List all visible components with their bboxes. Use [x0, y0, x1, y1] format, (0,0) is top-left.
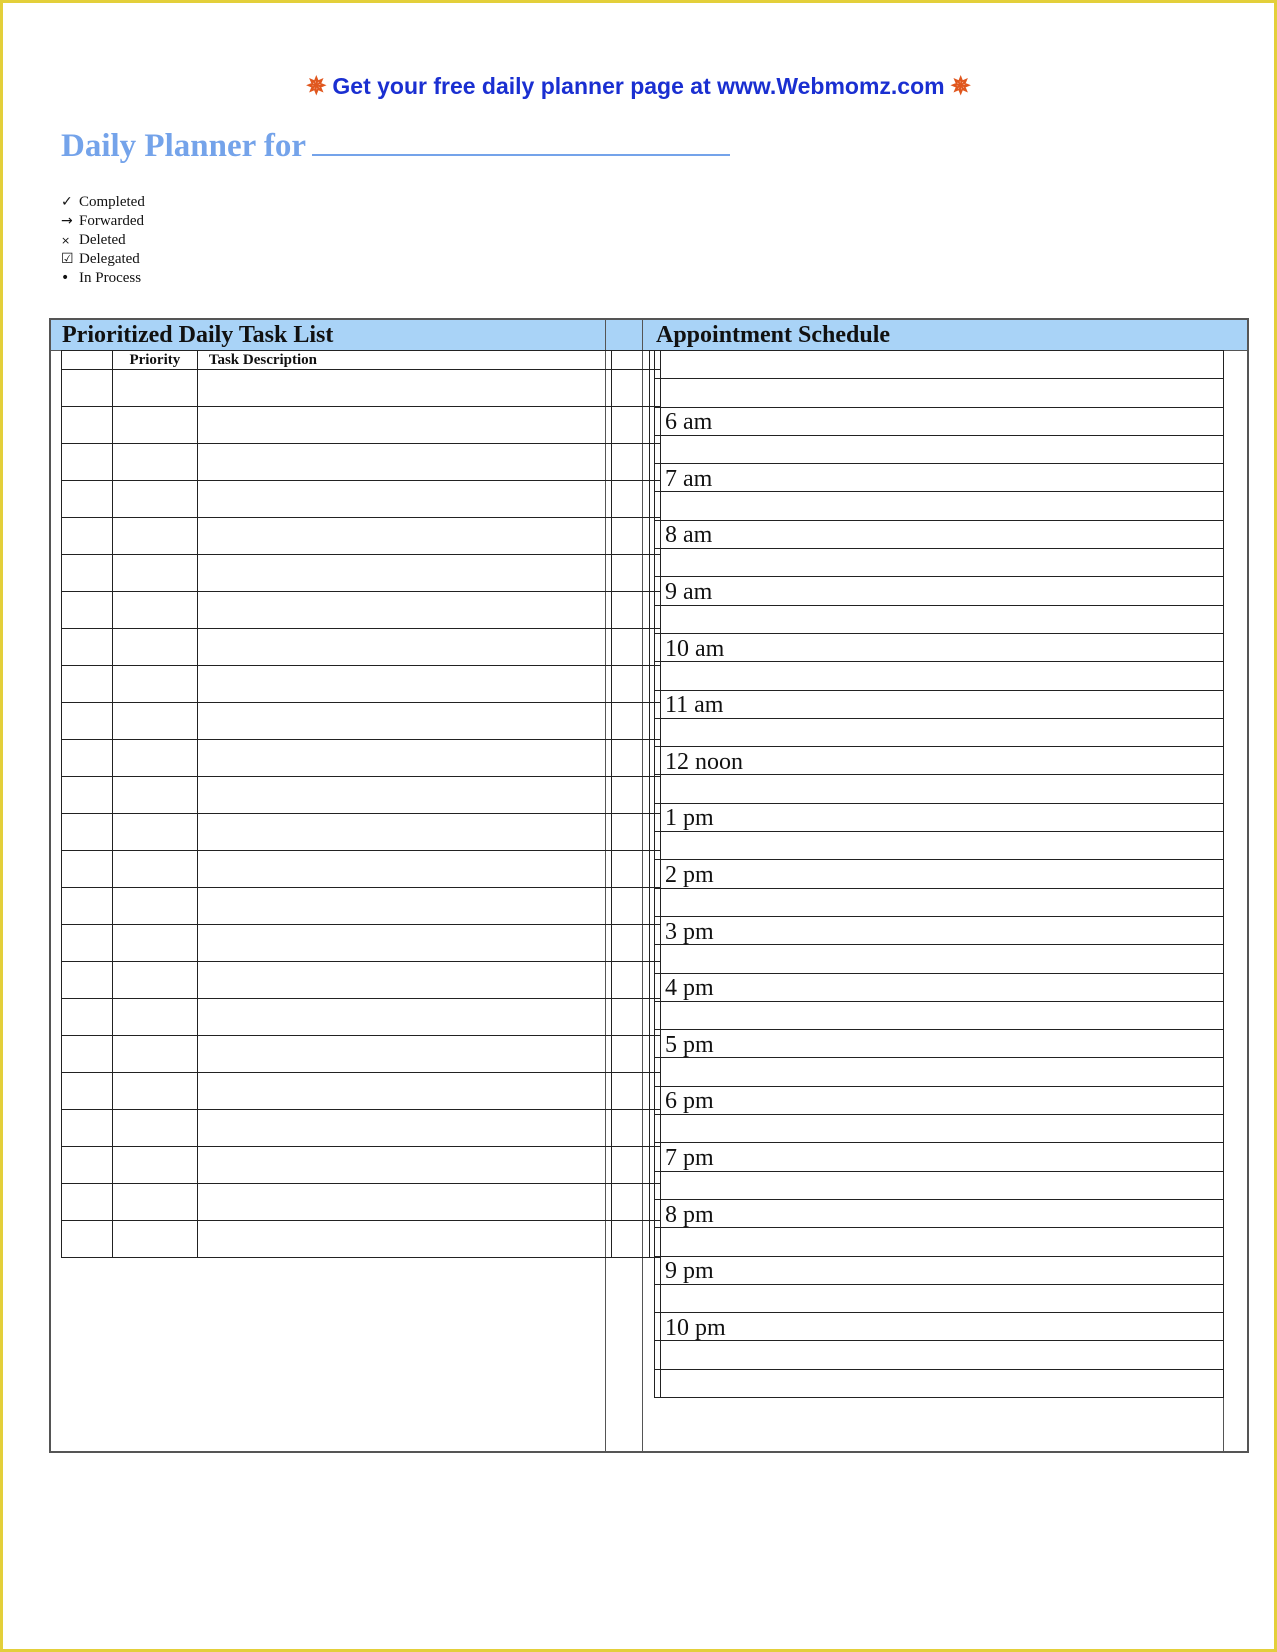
task-description-cell[interactable]	[197, 407, 611, 444]
time-slot-cell[interactable]	[661, 633, 1224, 661]
task-extra-cell[interactable]	[612, 777, 650, 814]
half-hour-row	[655, 379, 1224, 407]
task-description-cell[interactable]	[197, 1073, 611, 1110]
task-description-cell[interactable]	[197, 814, 611, 851]
time-slot-cell[interactable]	[661, 520, 1224, 548]
task-row	[62, 555, 661, 592]
promo-text: Get your free daily planner page at www.Webmomz.com	[332, 73, 945, 99]
time-label: 9 am	[665, 579, 713, 606]
half-hour-row	[655, 888, 1224, 916]
time-slot-row	[655, 633, 1224, 661]
task-extra-cell[interactable]	[612, 1073, 650, 1110]
priority-cell[interactable]	[112, 629, 197, 666]
task-row	[62, 444, 661, 481]
time-slot-cell[interactable]	[661, 577, 1224, 605]
task-extra-cell[interactable]	[612, 1221, 650, 1258]
task-row	[62, 1184, 661, 1221]
half-hour-row	[655, 832, 1224, 860]
priority-cell[interactable]	[112, 666, 197, 703]
time-label: 1 pm	[665, 805, 714, 832]
task-extra-cell[interactable]	[612, 481, 650, 518]
half-hour-row	[655, 1171, 1224, 1199]
priority-cell[interactable]	[112, 518, 197, 555]
legend-item	[61, 212, 145, 231]
task-row	[62, 777, 661, 814]
task-description-cell[interactable]	[197, 1184, 611, 1221]
status-header-cell	[62, 351, 113, 370]
time-slot-cell[interactable]	[661, 1256, 1224, 1284]
task-row	[62, 703, 661, 740]
time-label: 10 pm	[665, 1314, 726, 1341]
task-extra-cell[interactable]	[612, 925, 650, 962]
time-slot-row	[655, 1313, 1224, 1341]
time-slot-cell[interactable]	[661, 435, 1224, 463]
priority-cell[interactable]	[112, 1221, 197, 1258]
task-grid	[61, 350, 661, 1258]
task-row	[62, 851, 661, 888]
priority-cell[interactable]	[112, 888, 197, 925]
task-description-cell[interactable]	[197, 888, 611, 925]
status-cell[interactable]	[62, 1221, 113, 1258]
task-row	[62, 629, 661, 666]
priority-cell[interactable]	[112, 444, 197, 481]
priority-cell[interactable]	[112, 703, 197, 740]
status-cell[interactable]	[62, 555, 113, 592]
task-description-cell[interactable]	[197, 851, 611, 888]
time-slot-cell[interactable]	[661, 718, 1224, 746]
time-slot-cell[interactable]	[661, 464, 1224, 492]
task-extra-cell[interactable]	[612, 518, 650, 555]
task-row	[62, 518, 661, 555]
time-label: 8 am	[665, 522, 713, 549]
task-extra-cell[interactable]	[612, 888, 650, 925]
half-hour-row	[655, 718, 1224, 746]
time-slot-cell[interactable]	[661, 1030, 1224, 1058]
priority-cell[interactable]	[112, 481, 197, 518]
half-hour-row	[655, 1369, 1224, 1397]
task-extra-cell[interactable]	[612, 851, 650, 888]
time-label: 10 am	[665, 635, 725, 662]
half-hour-row	[655, 945, 1224, 973]
time-slot-cell[interactable]	[661, 916, 1224, 944]
time-slot-cell[interactable]	[661, 379, 1224, 407]
status-cell[interactable]	[62, 370, 113, 407]
arrow-right-icon: →	[61, 213, 73, 229]
priority-cell[interactable]	[112, 851, 197, 888]
time-slot-row	[655, 690, 1224, 718]
priority-header: Priority	[112, 351, 197, 370]
time-slot-cell[interactable]	[661, 662, 1224, 690]
legend-item	[61, 269, 145, 288]
time-slot-cell[interactable]	[661, 1341, 1224, 1369]
task-row	[62, 481, 661, 518]
task-description-cell[interactable]	[197, 592, 611, 629]
status-cell[interactable]	[62, 629, 113, 666]
time-label: 2 pm	[665, 861, 714, 888]
time-label: 7 pm	[665, 1144, 714, 1171]
status-cell[interactable]	[62, 703, 113, 740]
time-slot-cell[interactable]	[661, 1199, 1224, 1227]
task-header-row	[62, 351, 661, 370]
time-label: 11 am	[665, 692, 724, 719]
time-slot-row	[655, 803, 1224, 831]
status-cell[interactable]	[62, 666, 113, 703]
time-slot-cell[interactable]	[661, 945, 1224, 973]
priority-cell[interactable]	[112, 407, 197, 444]
priority-cell[interactable]	[112, 1147, 197, 1184]
task-description-cell[interactable]	[197, 481, 611, 518]
status-cell[interactable]	[62, 814, 113, 851]
priority-cell[interactable]	[112, 1036, 197, 1073]
status-cell[interactable]	[62, 777, 113, 814]
half-hour-row	[655, 662, 1224, 690]
half-hour-row	[655, 435, 1224, 463]
time-slot-cell[interactable]	[661, 860, 1224, 888]
time-slot-cell[interactable]	[661, 690, 1224, 718]
status-cell[interactable]	[62, 444, 113, 481]
priority-cell[interactable]	[112, 370, 197, 407]
sun-star-icon: ✵	[950, 73, 971, 100]
time-slot-cell[interactable]	[661, 1228, 1224, 1256]
status-cell[interactable]	[62, 888, 113, 925]
time-slot-cell[interactable]	[661, 492, 1224, 520]
checked-box-icon: ☑	[61, 251, 74, 267]
time-label: 4 pm	[665, 975, 714, 1002]
task-description-cell[interactable]	[197, 1147, 611, 1184]
task-extra-cell[interactable]	[612, 555, 650, 592]
task-description-cell[interactable]	[197, 703, 611, 740]
x-icon: ×	[61, 234, 71, 247]
time-slot-row	[655, 1143, 1224, 1171]
task-extra-cell[interactable]	[612, 703, 650, 740]
time-slot-row	[655, 1199, 1224, 1227]
half-hour-row	[655, 1341, 1224, 1369]
time-slot-row	[655, 1086, 1224, 1114]
half-hour-row	[655, 492, 1224, 520]
time-slot-cell[interactable]	[661, 888, 1224, 916]
time-slot-cell[interactable]	[661, 1115, 1224, 1143]
half-hour-row	[655, 1284, 1224, 1312]
time-slot-cell[interactable]	[661, 1171, 1224, 1199]
priority-cell[interactable]	[112, 814, 197, 851]
task-row	[62, 1073, 661, 1110]
time-label: 8 pm	[665, 1201, 714, 1228]
description-header: Task Description	[197, 351, 611, 370]
legend-item	[61, 193, 145, 212]
task-row	[62, 1147, 661, 1184]
task-description-cell[interactable]	[197, 999, 611, 1036]
appointment-heading: Appointment Schedule	[656, 322, 891, 348]
half-hour-row	[655, 351, 1224, 379]
sun-star-icon: ✵	[306, 73, 327, 100]
time-slot-cell[interactable]	[661, 1001, 1224, 1029]
task-extra-cell[interactable]	[612, 629, 650, 666]
half-hour-row	[655, 1058, 1224, 1086]
time-slot-row	[655, 916, 1224, 944]
time-label: 6 am	[665, 409, 713, 436]
priority-cell[interactable]	[112, 999, 197, 1036]
time-slot-cell[interactable]	[661, 1143, 1224, 1171]
time-slot-cell[interactable]	[661, 549, 1224, 577]
task-extra-cell[interactable]	[612, 1184, 650, 1221]
time-label: 9 pm	[665, 1258, 714, 1285]
half-hour-row	[655, 1228, 1224, 1256]
status-cell[interactable]	[62, 407, 113, 444]
task-description-cell[interactable]	[197, 740, 611, 777]
status-cell[interactable]	[62, 1110, 113, 1147]
status-cell[interactable]	[62, 999, 113, 1036]
task-extra-cell[interactable]	[612, 370, 650, 407]
check-icon: ✓	[61, 194, 73, 210]
legend	[61, 193, 145, 288]
status-cell[interactable]	[62, 592, 113, 629]
task-description-cell[interactable]	[197, 925, 611, 962]
time-slot-row	[655, 464, 1224, 492]
task-extra-cell[interactable]	[612, 592, 650, 629]
status-cell[interactable]	[62, 1184, 113, 1221]
task-description-cell[interactable]	[197, 629, 611, 666]
extra-header-cell	[612, 351, 650, 370]
task-row	[62, 1110, 661, 1147]
time-slot-row	[655, 1030, 1224, 1058]
time-slot-cell[interactable]	[661, 351, 1224, 379]
task-description-cell[interactable]	[197, 518, 611, 555]
task-extra-cell[interactable]	[612, 999, 650, 1036]
half-hour-row	[655, 605, 1224, 633]
time-slot-row	[655, 747, 1224, 775]
task-extra-cell[interactable]	[612, 444, 650, 481]
task-extra-cell[interactable]	[612, 1147, 650, 1184]
time-slot-row	[655, 577, 1224, 605]
time-label: 6 pm	[665, 1088, 714, 1115]
status-cell[interactable]	[62, 925, 113, 962]
time-slot-cell[interactable]	[661, 832, 1224, 860]
task-extra-cell[interactable]	[612, 1036, 650, 1073]
half-hour-row	[655, 1001, 1224, 1029]
priority-cell[interactable]	[112, 925, 197, 962]
appointment-grid	[654, 350, 1224, 1398]
time-slot-cell[interactable]	[661, 1058, 1224, 1086]
priority-cell[interactable]	[112, 1073, 197, 1110]
status-cell[interactable]	[62, 962, 113, 999]
task-extra-cell[interactable]	[612, 666, 650, 703]
priority-cell[interactable]	[112, 777, 197, 814]
task-extra-cell[interactable]	[612, 962, 650, 999]
legend-label: Forwarded	[79, 213, 144, 229]
half-hour-row	[655, 775, 1224, 803]
task-row	[62, 370, 661, 407]
status-cell[interactable]	[62, 1036, 113, 1073]
legend-label: In Process	[79, 270, 142, 286]
time-label: 7 am	[665, 465, 713, 492]
time-slot-cell[interactable]	[661, 1369, 1224, 1397]
legend-label: Completed	[79, 194, 145, 210]
task-row	[62, 888, 661, 925]
task-description-cell[interactable]	[197, 666, 611, 703]
time-slot-cell[interactable]	[661, 973, 1224, 1001]
priority-cell[interactable]	[112, 962, 197, 999]
time-label: 12 noon	[665, 748, 743, 775]
task-list-heading: Prioritized Daily Task List	[62, 322, 334, 348]
legend-label: Deleted	[79, 232, 126, 248]
date-blank-line[interactable]	[312, 126, 730, 156]
task-extra-cell[interactable]	[612, 814, 650, 851]
page-title	[61, 126, 730, 165]
time-label: 3 pm	[665, 918, 714, 945]
time-slot-row	[655, 973, 1224, 1001]
time-slot-row	[655, 407, 1224, 435]
task-description-cell[interactable]	[197, 777, 611, 814]
time-slot-cell[interactable]	[661, 605, 1224, 633]
status-cell[interactable]	[62, 518, 113, 555]
task-description-cell[interactable]	[197, 444, 611, 481]
bullet-icon: •	[61, 270, 70, 286]
time-slot-row	[655, 860, 1224, 888]
status-cell[interactable]	[62, 851, 113, 888]
task-extra-cell[interactable]	[612, 740, 650, 777]
task-description-cell[interactable]	[197, 555, 611, 592]
time-slot-cell[interactable]	[661, 1284, 1224, 1312]
header-band	[51, 320, 1247, 351]
task-extra-cell[interactable]	[612, 1110, 650, 1147]
task-extra-cell[interactable]	[612, 407, 650, 444]
legend-item	[61, 231, 145, 250]
status-cell[interactable]	[62, 1073, 113, 1110]
task-row	[62, 962, 661, 999]
title-text: Daily Planner for	[61, 128, 307, 164]
time-slot-cell[interactable]	[661, 1086, 1224, 1114]
status-cell[interactable]	[62, 740, 113, 777]
time-label: 5 pm	[665, 1031, 714, 1058]
time-slot-cell[interactable]	[661, 407, 1224, 435]
task-description-cell[interactable]	[197, 1221, 611, 1258]
task-row	[62, 925, 661, 962]
task-row	[62, 740, 661, 777]
priority-cell[interactable]	[112, 555, 197, 592]
task-row	[62, 814, 661, 851]
task-description-cell[interactable]	[197, 1036, 611, 1073]
task-description-cell[interactable]	[197, 1110, 611, 1147]
priority-cell[interactable]	[112, 592, 197, 629]
time-slot-row	[655, 520, 1224, 548]
promo-banner[interactable]	[0, 72, 1277, 101]
task-description-cell[interactable]	[197, 370, 611, 407]
priority-cell[interactable]	[112, 1110, 197, 1147]
status-cell[interactable]	[62, 1147, 113, 1184]
time-slot-cell[interactable]	[661, 775, 1224, 803]
time-slot-cell[interactable]	[661, 803, 1224, 831]
task-row	[62, 999, 661, 1036]
legend-item	[61, 250, 145, 269]
task-row	[62, 666, 661, 703]
half-hour-row	[655, 549, 1224, 577]
priority-cell[interactable]	[112, 740, 197, 777]
priority-cell[interactable]	[112, 1184, 197, 1221]
task-row	[62, 1221, 661, 1258]
task-row	[62, 592, 661, 629]
task-row	[62, 1036, 661, 1073]
time-slot-row	[655, 1256, 1224, 1284]
half-hour-row	[655, 1115, 1224, 1143]
status-cell[interactable]	[62, 481, 113, 518]
legend-label: Delegated	[79, 251, 140, 267]
time-slot-cell[interactable]	[661, 1313, 1224, 1341]
time-slot-cell[interactable]	[661, 747, 1224, 775]
task-description-cell[interactable]	[197, 962, 611, 999]
task-row	[62, 407, 661, 444]
